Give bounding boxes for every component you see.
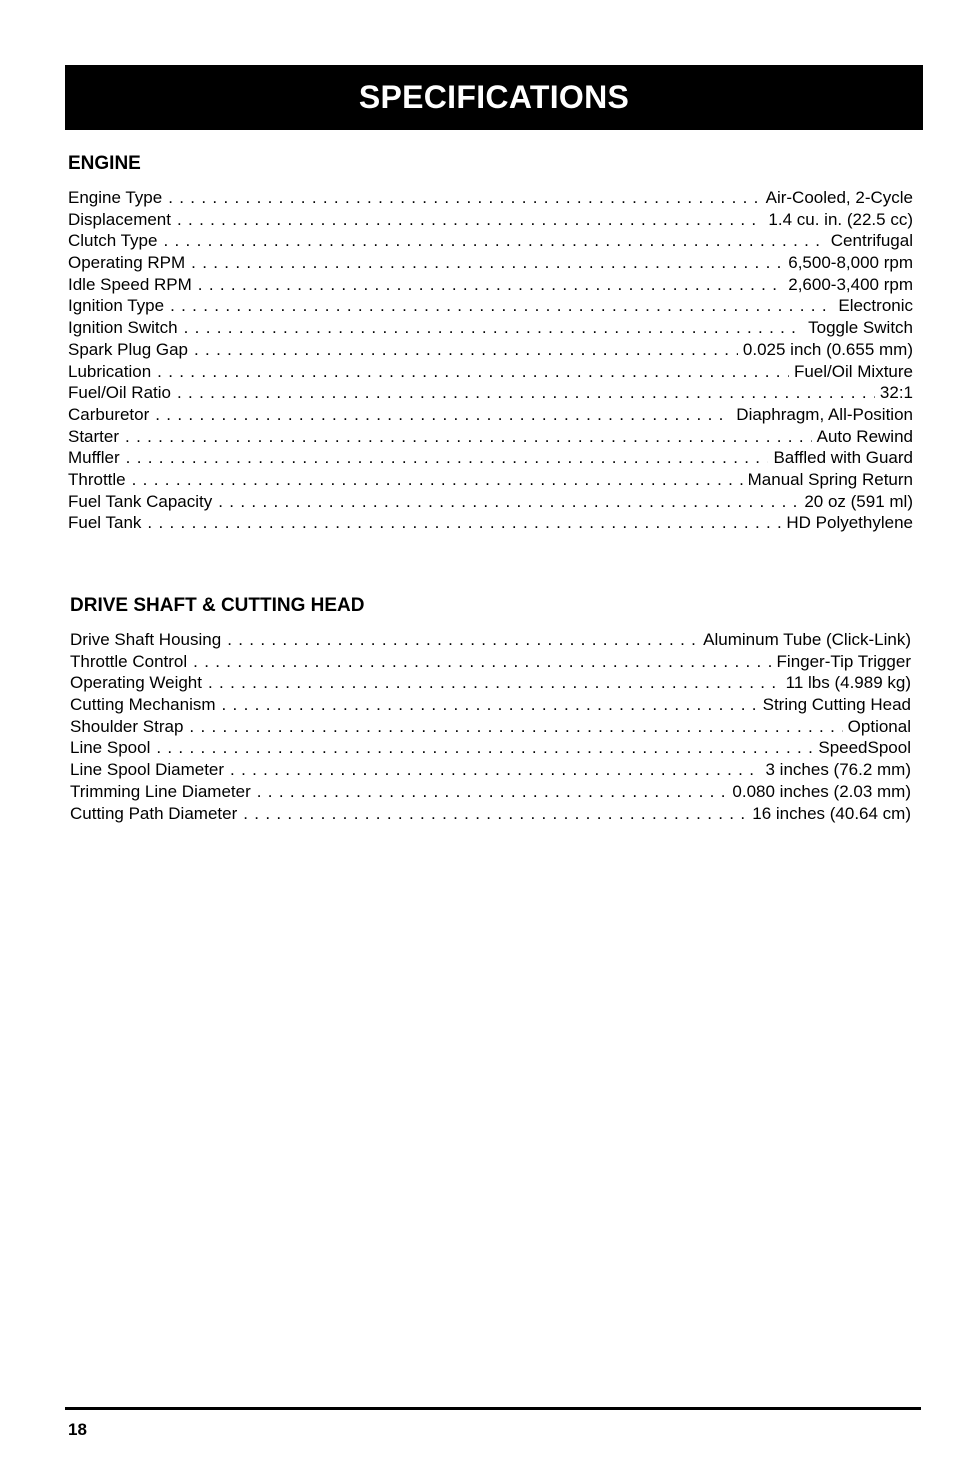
spec-row xyxy=(68,491,913,513)
dot-leader xyxy=(170,295,833,317)
spec-value: Air-Cooled, 2-Cycle xyxy=(765,188,913,207)
spec-row xyxy=(68,382,913,404)
dot-leader xyxy=(126,447,769,469)
spec-row xyxy=(68,209,913,231)
spec-label: Muffler xyxy=(68,448,120,468)
spec-label: Spark Plug Gap xyxy=(68,339,189,359)
dot-leader xyxy=(177,382,875,404)
spec-value: 32:1 xyxy=(879,383,913,403)
spec-label: Throttle xyxy=(68,469,126,489)
spec-value: 11 lbs (4.989 kg) xyxy=(785,673,911,693)
drive-shaft-spec-list xyxy=(70,629,911,824)
spec-row xyxy=(68,404,913,426)
spec-value: String Cutting Head xyxy=(762,695,911,715)
spec-label: Carburetor xyxy=(68,404,150,424)
spec-label: Shoulder Strap xyxy=(70,716,184,736)
spec-value: SpeedSpool xyxy=(818,738,911,758)
spec-row xyxy=(70,651,911,673)
engine-heading: ENGINE xyxy=(68,153,141,174)
dot-leader xyxy=(155,404,731,426)
spec-label: Starter xyxy=(68,426,120,446)
dot-leader xyxy=(191,252,783,274)
dot-leader xyxy=(230,759,760,781)
dot-leader xyxy=(132,469,743,491)
spec-label: Cutting Mechanism xyxy=(70,695,216,715)
spec-value: Fuel/Oil Mixture xyxy=(793,361,913,381)
spec-value: Optional xyxy=(847,716,911,736)
spec-label: Clutch Type xyxy=(68,231,158,251)
spec-label: Line Spool xyxy=(70,738,151,758)
spec-value: Auto Rewind xyxy=(816,426,913,446)
dot-leader xyxy=(243,803,747,825)
dot-leader xyxy=(208,672,781,694)
spec-value: 3 inches (76.2 mm) xyxy=(765,760,911,780)
dot-leader xyxy=(125,426,812,448)
dot-leader xyxy=(227,629,698,651)
spec-row xyxy=(70,803,911,825)
spec-row xyxy=(70,716,911,738)
dot-leader xyxy=(193,651,771,673)
spec-row xyxy=(70,672,911,694)
title-banner xyxy=(65,65,923,130)
spec-value: 0.025 inch (0.655 mm) xyxy=(742,339,913,359)
spec-label: Line Spool Diameter xyxy=(70,760,225,780)
spec-value: Toggle Switch xyxy=(808,318,913,338)
dot-leader xyxy=(189,716,842,738)
spec-value: 1.4 cu. in. (22.5 cc) xyxy=(768,209,913,229)
page-title: SPECIFICATIONS xyxy=(358,79,630,115)
spec-row xyxy=(68,252,913,274)
spec-label: Ignition Type xyxy=(68,296,165,316)
spec-label: Drive Shaft Housing xyxy=(70,630,222,649)
dot-leader xyxy=(218,491,799,513)
spec-label: Throttle Control xyxy=(70,651,188,671)
spec-label: Operating RPM xyxy=(68,253,186,273)
spec-row xyxy=(70,629,911,651)
dot-leader xyxy=(194,339,738,361)
dot-leader xyxy=(156,737,813,759)
spec-row xyxy=(70,694,911,716)
spec-label: Trimming Line Diameter xyxy=(70,781,251,801)
dot-leader xyxy=(257,781,728,803)
dot-leader xyxy=(168,187,760,209)
spec-row xyxy=(68,274,913,296)
engine-spec-list xyxy=(68,187,913,534)
dot-leader xyxy=(157,361,789,383)
spec-label: Fuel Tank xyxy=(68,513,142,533)
spec-label: Idle Speed RPM xyxy=(68,274,192,294)
spec-row xyxy=(68,339,913,361)
spec-value: HD Polyethylene xyxy=(786,513,913,533)
spec-row xyxy=(68,187,913,209)
spec-row xyxy=(68,361,913,383)
spec-value: Electronic xyxy=(838,296,913,316)
spec-label: Displacement xyxy=(68,209,171,229)
spec-row xyxy=(70,781,911,803)
dot-leader xyxy=(147,512,781,534)
spec-value: Diaphragm, All-Position xyxy=(736,404,913,424)
spec-value: 16 inches (40.64 cm) xyxy=(752,803,911,823)
spec-row xyxy=(68,426,913,448)
spec-value: Baffled with Guard xyxy=(773,448,913,468)
spec-row xyxy=(68,512,913,534)
spec-value: Finger-Tip Trigger xyxy=(776,651,911,671)
dot-leader xyxy=(222,694,758,716)
spec-value: Manual Spring Return xyxy=(747,469,913,489)
spec-label: Engine Type xyxy=(68,188,163,207)
spec-row xyxy=(68,317,913,339)
spec-row xyxy=(68,295,913,317)
spec-value: Aluminum Tube (Click-Link) xyxy=(703,630,911,649)
spec-value: 2,600-3,400 rpm xyxy=(788,274,913,294)
dot-leader xyxy=(177,209,763,231)
page-number: 18 xyxy=(68,1420,87,1439)
dot-leader xyxy=(163,230,825,252)
spec-row xyxy=(70,759,911,781)
spec-label: Ignition Switch xyxy=(68,318,178,338)
spec-label: Fuel Tank Capacity xyxy=(68,491,213,511)
spec-value: 6,500-8,000 rpm xyxy=(788,253,913,273)
dot-leader xyxy=(184,317,803,339)
footer-divider xyxy=(65,1407,921,1410)
spec-row xyxy=(68,230,913,252)
spec-label: Fuel/Oil Ratio xyxy=(68,383,171,403)
spec-row xyxy=(70,737,911,759)
drive-shaft-heading: DRIVE SHAFT & CUTTING HEAD xyxy=(70,595,365,616)
spec-value: 20 oz (591 ml) xyxy=(804,491,913,511)
spec-value: 0.080 inches (2.03 mm) xyxy=(732,781,911,801)
spec-label: Lubrication xyxy=(68,361,152,381)
spec-row xyxy=(68,447,913,469)
spec-label: Cutting Path Diameter xyxy=(70,803,238,823)
drive-shaft-section xyxy=(70,594,911,824)
dot-leader xyxy=(198,274,783,296)
spec-row xyxy=(68,469,913,491)
spec-value: Centrifugal xyxy=(830,231,913,251)
engine-section xyxy=(68,152,913,534)
spec-label: Operating Weight xyxy=(70,673,202,693)
